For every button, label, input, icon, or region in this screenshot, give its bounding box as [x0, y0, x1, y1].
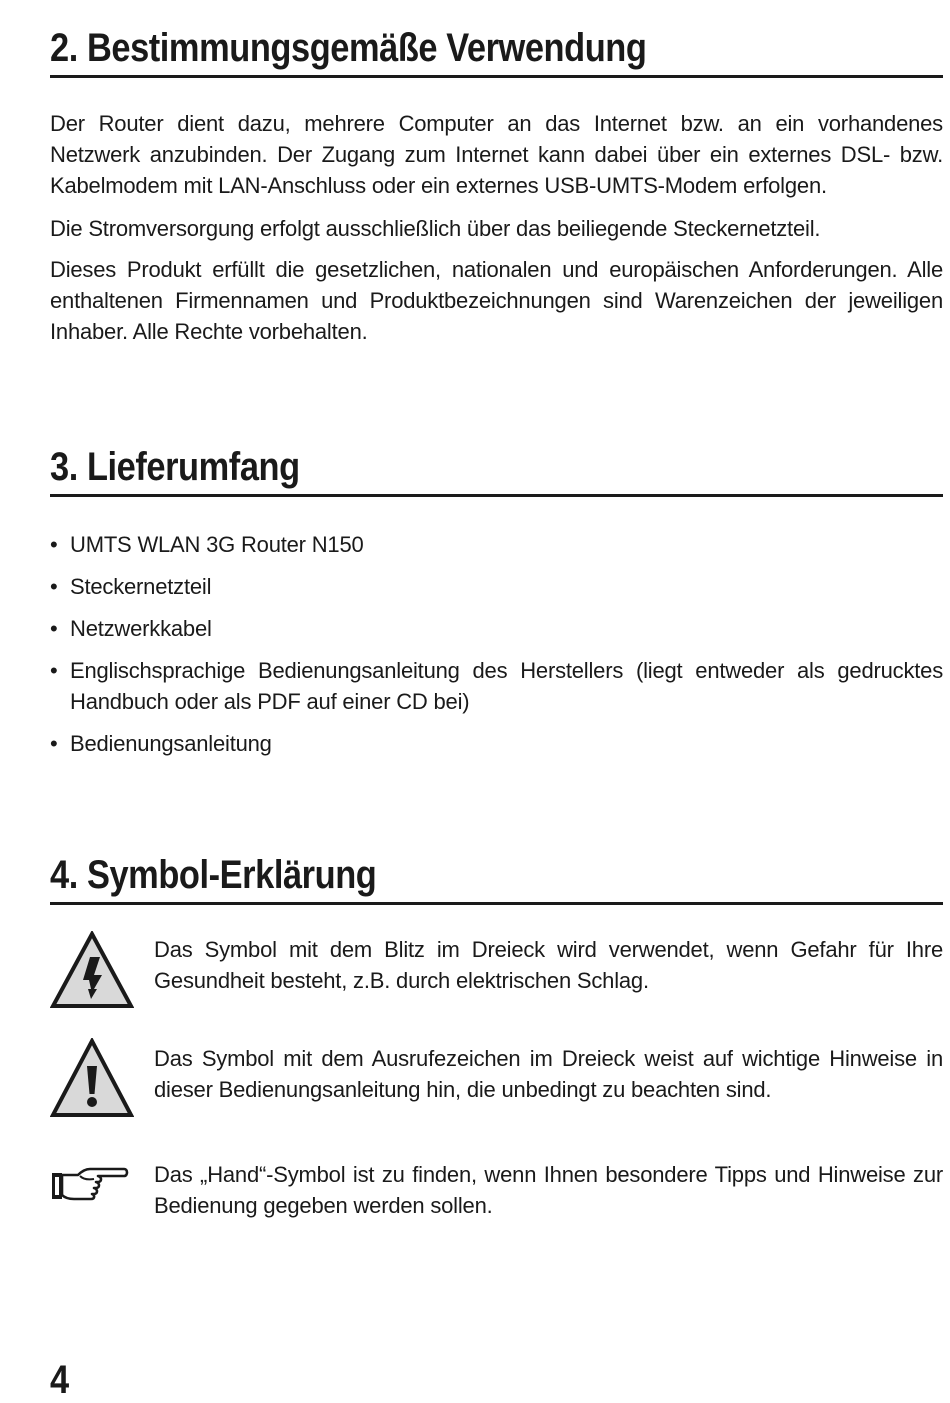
- section-3-heading: 3. Lieferumfang: [50, 445, 300, 489]
- section-package-contents: [50, 443, 943, 759]
- bullet: •: [50, 658, 58, 683]
- section-2-paragraph-1: Der Router dient dazu, mehrere Computer an das Internet bzw. an ein vorhandenes Netzwerk anzubinden. Der Zugang zum Internet kann dabei über ein externes DSL- bzw. Kabelmodem mit LAN-Anschluss oder ein externes USB-UMTS-Modem erfolgen.: [50, 111, 943, 198]
- list-item-text: Netzwerkkabel: [70, 616, 212, 641]
- list-item: [50, 529, 943, 560]
- section-2-heading: 2. Bestimmungsgemäße Verwendung: [50, 26, 647, 70]
- list-item: [50, 728, 943, 759]
- bullet: •: [50, 532, 58, 557]
- bullet: •: [50, 574, 58, 599]
- list-item-text: UMTS WLAN 3G Router N150: [70, 532, 364, 557]
- list-item-text: Englischsprachige Bedienungsanleitung des Herstellers (liegt entweder als gedrucktes Handbuch oder als PDF auf einer CD bei): [70, 658, 943, 714]
- symbol-description: Das Symbol mit dem Ausrufezeichen im Dreieck weist auf wichtige Hinweise in dieser Bedienungsanleitung hin, die unbedingt zu beachten sind.: [154, 1046, 943, 1102]
- list-item: [50, 571, 943, 602]
- section-2-paragraph-3: Dieses Produkt erfüllt die gesetzlichen, nationalen und europäischen Anforderungen. Alle enthaltenen Firmennamen und Produktbezeichnungen sind Warenzeichen der jeweiligen Inhaber. Alle Rechte vorbehalten.: [50, 257, 943, 344]
- page-number: 4: [50, 1358, 70, 1402]
- list-item-text: Bedienungsanleitung: [70, 731, 272, 756]
- section-intended-use: [50, 24, 943, 347]
- pointing-hand-icon: [50, 1163, 130, 1205]
- list-item: [50, 655, 943, 717]
- list-item: [50, 613, 943, 644]
- exclamation-warning-icon: [50, 1038, 134, 1118]
- section-symbol-explanation: [50, 851, 943, 1218]
- list-item-text: Steckernetzteil: [70, 574, 212, 599]
- section-2-paragraph-2: Die Stromversorgung erfolgt ausschließlich über das beiliegende Steckernetzteil.: [50, 216, 821, 241]
- symbol-description: Das Symbol mit dem Blitz im Dreieck wird verwendet, wenn Gefahr für Ihre Gesundheit besteht, z.B. durch elektrischen Schlag.: [154, 937, 943, 993]
- lightning-warning-icon: [50, 931, 134, 1009]
- bullet: •: [50, 731, 58, 756]
- bullet: •: [50, 616, 58, 641]
- section-4-heading: 4. Symbol-Erklärung: [50, 853, 377, 897]
- symbol-description: Das „Hand“-Symbol ist zu finden, wenn Ihnen besondere Tipps und Hinweise zur Bedienung gegeben werden sollen.: [154, 1162, 943, 1218]
- section-4-rule: [50, 902, 943, 905]
- contents-list: [50, 529, 943, 759]
